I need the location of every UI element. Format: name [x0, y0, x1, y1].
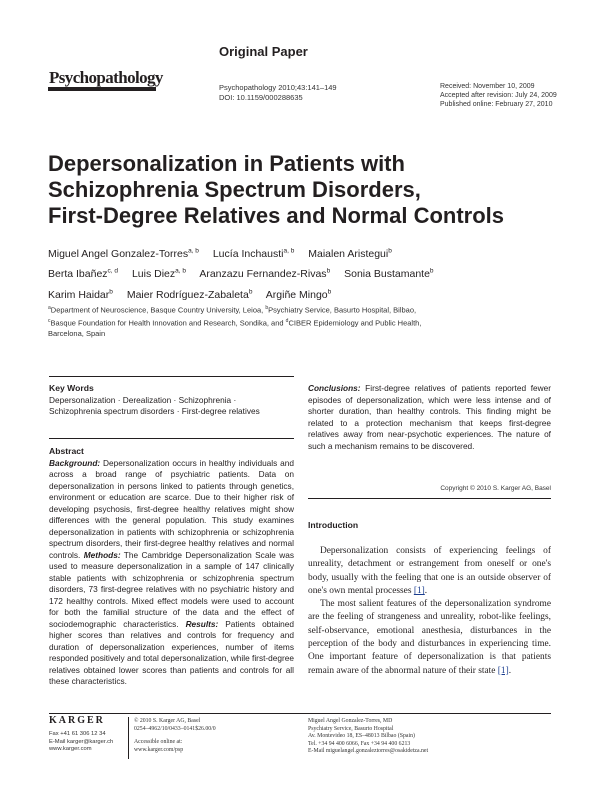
publisher-contact: Fax +41 61 306 12 34 E-Mail karger@karger.ch www.karger.com: [49, 731, 114, 752]
doi-line: DOI: 10.1159/000288635: [219, 93, 303, 102]
header-rule: [48, 87, 156, 91]
copyright-info: © 2010 S. Karger AG, Basel 0254–4962/10/0433–0141$26.00/0 Accessible online at: www.karger.com/psp: [134, 718, 216, 753]
accepted-date: Accepted after revision: July 24, 2009: [440, 92, 557, 99]
author: Lucía Inchausti$^{a, b}$: [212, 247, 295, 260]
keywords-rule: [49, 376, 294, 377]
received-date: Received: November 10, 2009: [440, 83, 535, 90]
paragraph: The most salient features of the depersonalization syndrome are the feeling of strangeness and unreality, robot-like feelings, self-observance, emotional anesthesia, disturbances in the perception of the body and disturbances in experiencing time. One important feature of depersonalization is that patients remain aware of the abnormal nature of their state [1].: [308, 599, 551, 676]
copyright-note: Copyright © 2010 S. Karger AG, Basel: [440, 485, 551, 492]
author: Karim Haidar$^b$: [48, 288, 113, 301]
author: Aranzazu Fernandez-Rivas$^b$: [199, 267, 331, 280]
citation-link[interactable]: [1]: [497, 665, 509, 676]
citation-link[interactable]: [1]: [413, 585, 425, 596]
keywords-heading: Key Words: [49, 383, 94, 393]
abstract-text-right: Conclusions: First-degree relatives of patients reported fewer episodes of depersonalization, which were less intense and of shorter duration, than healthy controls. This finding might be related to a protection mechanism that keeps first-degree relatives away from near-psychotic experiences. The nature of such a mechanism remains to be discovered.: [308, 383, 551, 451]
citation-line: Psychopathology 2010;43:141–149: [219, 83, 337, 92]
title-line: Depersonalization in Patients with: [48, 151, 405, 176]
keywords-block: [49, 383, 294, 418]
publisher-website[interactable]: www.karger.com: [49, 746, 92, 752]
journal-url[interactable]: www.karger.com/psp: [134, 746, 184, 753]
introduction-text: [308, 545, 551, 678]
dates-block: [440, 82, 557, 109]
citation-block: [219, 83, 337, 103]
abstract-rule: [49, 438, 294, 439]
karger-logo: KARGER: [49, 715, 105, 726]
abstract-heading: Abstract: [49, 446, 84, 456]
author: Maier Rodríguez-Zabaleta$^b$: [126, 288, 253, 301]
abstract-block: [49, 446, 294, 688]
correspondence-email[interactable]: E-Mail miguelangel.gonzaleztorres@osakidetza.net: [308, 748, 429, 754]
paragraph: Depersonalization consists of experiencing feelings of unreality, detachment or estrangement from oneself or one's body, usually with the feeling that one is an outside observer of one's own mental processes [1].: [308, 546, 551, 596]
affiliations: $^a$Department of Neuroscience, Basque Country University, Leioa, $^b$Psychiatry Service, Basurto Hospital, Bilbao, $^c$Basque Foundation for Health Innovation and Research, Sondika, and $^d$CIBER Epidemiology and Public Health, Barcelona, Spain: [48, 305, 422, 338]
author: Argiñe Mingo$^b$: [265, 288, 332, 301]
title-line: First-Degree Relatives and Normal Controls: [48, 203, 505, 228]
abstract-text-left: Background: Depersonalization occurs in healthy individuals and across a broad range of psychiatric patients. Data on depersonalization in persons linked to patients through genetics, environment or education are scarce. Due to their higher risk of developing psychosis, first-degree healthy relatives might show differences with the general population. This study examines depersonalization in patients with schizophrenia or schizophrenia spectrum disorders, their first-degree healthy relatives and normal controls. Methods: The Cambridge Depersonalization Scale was used to measure depersonalization in a sample of 147 clinically stable patients with schizophrenia or schizophrenia spectrum disorders, 73 first-degree relatives with no psychiatric history and 172 healthy controls. Mixed effect models were used to account for both the familial structure of the data and the effect of sociodemographic characteristics. Results: Patients obtained higher scores than relatives and controls for frequency and duration of depersonalization experiences, number of items responded positively and total depersonalization, while first-degree relatives obtained lower scores than patients and controls for all these characteristics.: [49, 457, 295, 686]
journal-logo: Psychopathology: [49, 68, 163, 87]
author: Berta Ibañez$^{c, d}$: [48, 267, 119, 280]
author-list: [48, 242, 568, 304]
title-line: Schizophrenia Spectrum Disorders,: [48, 177, 421, 202]
author: Miguel Angel Gonzalez-Torres$^{a, b}$: [48, 247, 199, 260]
section-label: Original Paper: [219, 44, 308, 59]
footer-divider: [128, 717, 129, 759]
introduction-heading: Introduction: [308, 520, 359, 530]
author: Maialen Aristegui$^b$: [308, 247, 392, 260]
keywords-line: Depersonalization · Derealization · Schizophrenia ·: [49, 394, 237, 405]
published-date: Published online: February 27, 2010: [440, 101, 553, 108]
author: Luis Diez$^{a, b}$: [131, 267, 186, 280]
keywords-line: Schizophrenia spectrum disorders · First-degree relatives: [49, 406, 260, 416]
article-title: [48, 151, 568, 229]
footer-rule: [49, 713, 551, 714]
correspondence: Miguel Angel Gonzalez-Torres, MD Psychiatry Service, Basurto Hospital Av. Montevideo 18, ES–48013 Bilbao (Spain) Tel. +34 94 400 6066, Fax +34 94 400 6213 E-Mail miguelangel.gonzaleztorres@osakidetza.net: [308, 718, 429, 754]
abstract-end-rule: [308, 498, 551, 499]
author: Sonia Bustamante$^b$: [344, 267, 434, 280]
